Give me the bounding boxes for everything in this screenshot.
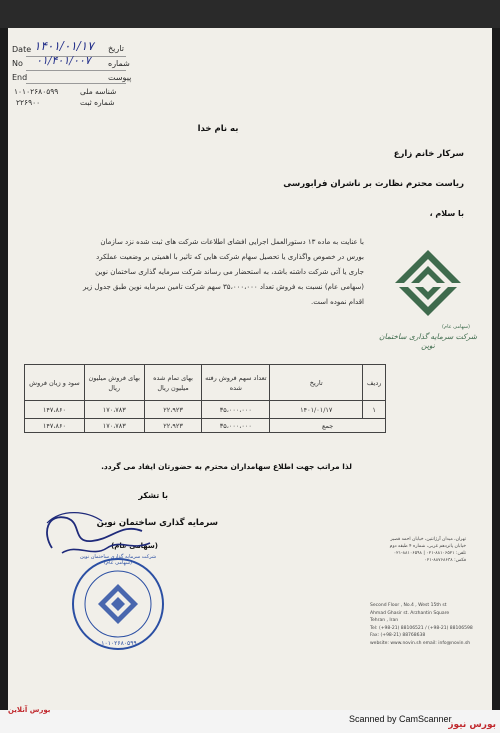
- table-header: بهای فروش میلیون ریال: [84, 365, 144, 401]
- footer-address-fa: [356, 536, 466, 564]
- logo-name: شرکت سرمایه گذاری ساختمان نوین: [378, 332, 478, 350]
- table-header: تعداد سهم فروش رفته شده: [202, 365, 270, 401]
- address-line: Tehran , Iran: [370, 618, 399, 623]
- end-label-en: End: [12, 73, 28, 82]
- stamp-number: ۱۰۱۰۲۶۸۰۵۹۹: [101, 640, 137, 647]
- address-line: Fax: (+98-21) 88768638: [370, 633, 426, 638]
- recipient: سرکار خانم زارع: [393, 149, 464, 159]
- body-line: اقدام نموده است.: [311, 298, 364, 306]
- closing-note: لذا مراتب جهت اطلاع سهامداران محترم به حضورتان ایفاد می گردد.: [101, 462, 352, 471]
- letter-sheet: [8, 28, 492, 710]
- logo-mark-icon: [393, 248, 463, 318]
- date-value: ۱۴۰۱/۰۱/۱۷: [34, 39, 94, 53]
- watermark-right: بورس نیوز: [448, 720, 496, 730]
- reg-no-label: شماره ثبت: [80, 98, 115, 107]
- body-line: جاری یا آتی شرکت داشته باشد، به استحضار می رساند شرکت سرمایه گذاری ساختمان نوین: [95, 268, 364, 276]
- table-cell: ۲۲،۹۲۳: [144, 419, 202, 433]
- no-label-fa: شماره: [108, 59, 130, 68]
- body-line: بورس در خصوص واگذاری یا تحصیل سهام شرکت هایی که تاثیر با اهمیتی بر وضعیت عملکرد: [96, 253, 364, 261]
- address-line: خیابان پانزدهم غربی، شماره ۴ طبقه دوم: [389, 544, 466, 549]
- address-line: تلفن: ۸۸۱۰۶۵۲۱-۰۲۱ | ۸۸۱۰۶۵۹۸-۰۲۱: [393, 551, 466, 556]
- address-line: website: www.novin.sh email: info@novin.sh: [370, 640, 471, 646]
- stamp-text: شرکت سرمایه گذاری ساختمان نوین (سهامی عام): [79, 554, 157, 566]
- table-cell: ۱۴۷،۸۶۰: [25, 401, 85, 419]
- date-label-en: Date: [12, 45, 32, 54]
- no-label-en: No: [12, 59, 23, 68]
- end-line: [26, 83, 126, 84]
- address-line: Second Floor , No.4 , West 15th st: [370, 603, 447, 608]
- table-cell: ۱۴۷،۸۶۰: [25, 419, 85, 433]
- scan-bottom-strip: [0, 706, 500, 733]
- address-line: Tel: (+98-21) 88106521 / (+98-21) 88106598: [370, 625, 473, 631]
- stamp-seal-icon: [70, 556, 166, 652]
- table-total-label: جمع: [270, 419, 386, 433]
- signatory-type: (سهامی عام): [111, 542, 158, 550]
- date-label-fa: تاریخ: [108, 44, 124, 53]
- table-header: بهای تمام شده میلیون ریال: [144, 365, 202, 401]
- no-value: ۰۱/۴۰۱/۰۰۷: [36, 54, 91, 67]
- table-cell: ۳۵،۰۰۰،۰۰۰: [202, 401, 270, 419]
- logo-type: (سهامی عام): [442, 324, 470, 330]
- scan-top-border: [0, 0, 500, 28]
- table-row: [25, 401, 386, 419]
- address-line: Ahmad Ghasir st. Arzhantin Square: [370, 610, 450, 616]
- table-header-row: [25, 365, 386, 401]
- no-line: [26, 70, 126, 71]
- company-stamp: [70, 556, 166, 652]
- closing-thanks: با تشکر: [138, 491, 168, 500]
- company-logo: [378, 248, 478, 368]
- table-header: ردیف: [363, 365, 386, 401]
- table-header: سود و زیان فروش: [25, 365, 85, 401]
- table-total-row: [25, 419, 386, 433]
- table-cell: ۱۷۰،۷۸۳: [84, 401, 144, 419]
- national-id-label: شناسه ملی: [80, 87, 117, 96]
- end-label-fa: پیوست: [108, 73, 132, 82]
- letter-body: [24, 235, 364, 310]
- reg-no: ۲۲۶۹۰۰: [16, 98, 41, 107]
- basmala: به نام خدا: [197, 124, 239, 134]
- sales-table: [24, 364, 386, 433]
- watermark-left: بورس آنلاین: [8, 706, 51, 714]
- table-cell: ۲۲،۹۲۳: [144, 401, 202, 419]
- table-header: تاریخ: [270, 365, 363, 401]
- table-cell: ۳۵،۰۰۰،۰۰۰: [202, 419, 270, 433]
- body-line: (سهامی عام) نسبت به فروش تعداد ۳۵،۰۰۰،۰۰۰ سهم شرکت تامین سرمایه نوین طبق جدول زیر: [82, 283, 364, 291]
- table-cell: ۱۷۰،۷۸۳: [84, 419, 144, 433]
- scanned-by-label: Scanned by CamScanner: [349, 714, 452, 724]
- signatory-company: سرمایه گذاری ساختمان نوین: [96, 518, 218, 528]
- table-cell: ۱: [363, 401, 386, 419]
- body-line: با عنایت به ماده ۱۳ دستورالعمل اجرایی افشای اطلاعات شرکت های ثبت شده نزد سازمان: [100, 238, 364, 246]
- footer-address-en: [370, 602, 480, 647]
- address-line: فکس: ۸۸۷۶۸۶۳۸-۰۲۱: [424, 558, 466, 563]
- national-id: ۱۰۱۰۲۶۸۰۵۹۹: [14, 87, 59, 96]
- table-cell: ۱۴۰۱/۰۱/۱۷: [270, 401, 363, 419]
- recipient-title: ریاست محترم نظارت بر ناشران فرابورسی: [283, 179, 464, 189]
- address-line: تهران، میدان آرژانتین، خیابان احمد قصیر: [390, 537, 466, 542]
- greeting: با سلام ،: [429, 209, 464, 218]
